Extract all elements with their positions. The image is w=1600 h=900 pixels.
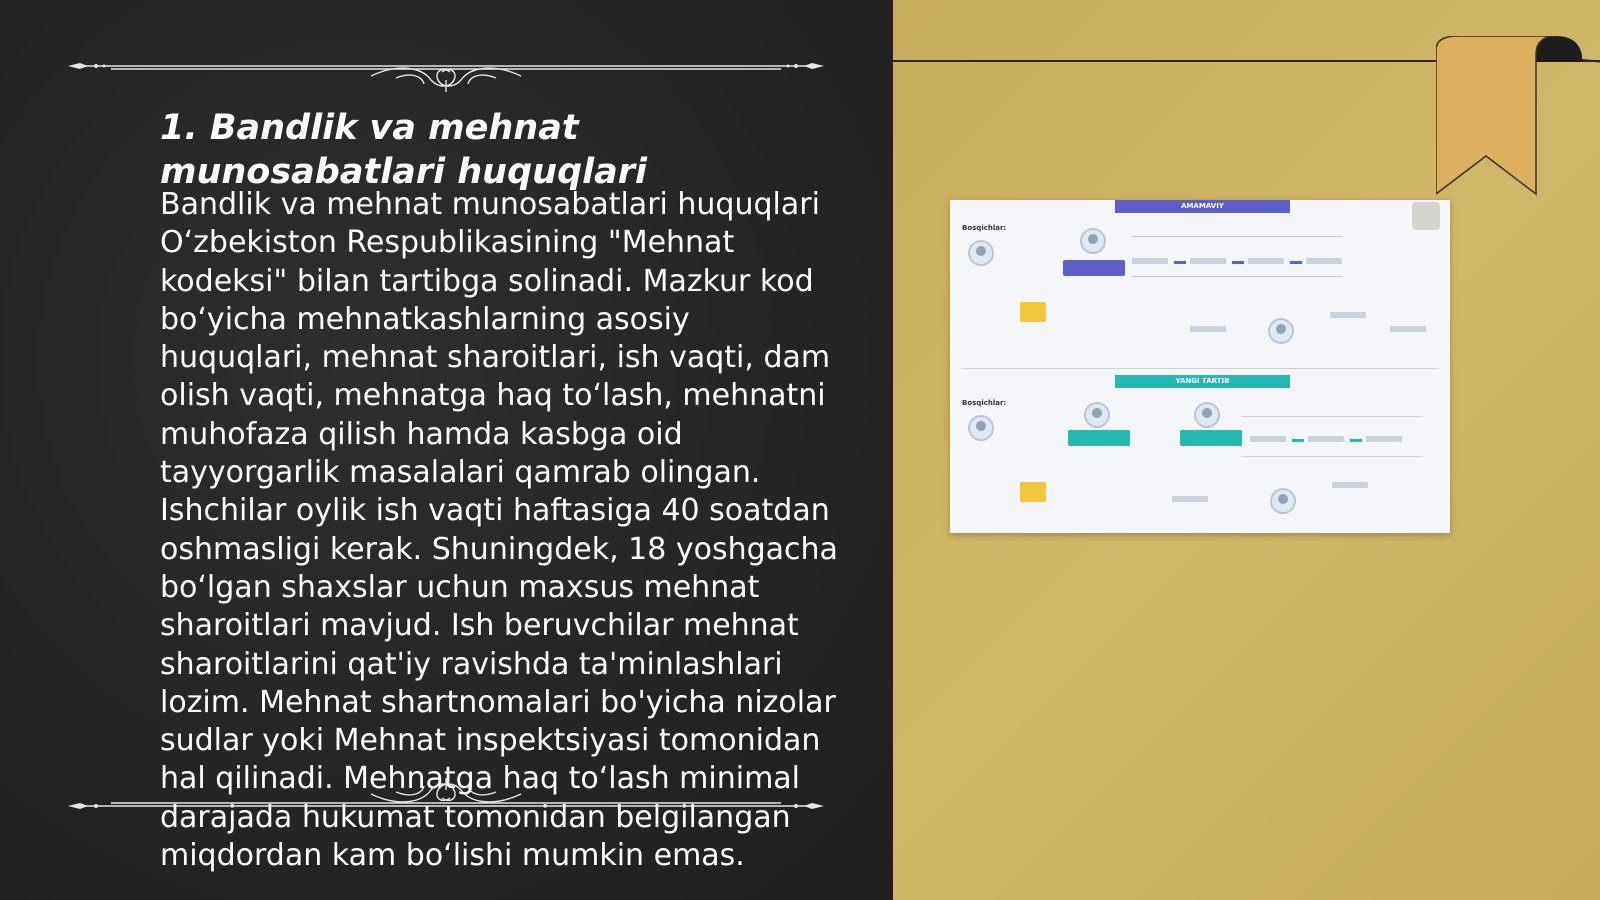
badge-icon — [1412, 202, 1440, 230]
diagram-text-block — [1132, 258, 1168, 264]
diagram-tag — [1180, 430, 1242, 446]
diagram-divider — [962, 368, 1438, 369]
diagram-stage-label: Bosqichlar: — [962, 399, 1007, 407]
diagram-stage-label: Bosqichlar: — [962, 224, 1007, 232]
diagram-banner-old: AMAMAVIY — [1115, 200, 1290, 213]
bookmark-ribbon-icon — [1436, 36, 1600, 196]
diagram-text-block — [1190, 326, 1226, 332]
diagram-banner-new: YANGI TARTIB — [1115, 375, 1290, 388]
diagram-text-block — [1306, 258, 1342, 264]
arrow-icon — [1350, 439, 1362, 442]
diagram-text-block — [1308, 436, 1344, 442]
person-icon — [968, 240, 994, 266]
diagram-line — [1132, 276, 1342, 277]
person-icon — [1080, 228, 1106, 254]
diagram-tag — [1063, 260, 1125, 276]
diagram-line — [1242, 456, 1422, 457]
person-icon — [968, 415, 994, 441]
person-icon — [1194, 402, 1220, 428]
diagram-text-block — [1330, 312, 1366, 318]
process-diagram-image — [950, 200, 1450, 533]
ornament-top-icon — [66, 44, 826, 94]
folder-icon — [1020, 482, 1046, 502]
diagram-tag — [1068, 430, 1130, 446]
arrow-icon — [1290, 261, 1302, 264]
diagram-text-block — [1366, 436, 1402, 442]
arrow-icon — [1292, 439, 1304, 442]
slide-body-text: Bandlik va mehnat munosabatlari huquqlari O‘zbekiston Respublikasining "Mehnat kodeksi" bilan tartibga solinadi. Mazkur kod bo‘yicha mehnatkashlarning asosiy huquqlari, mehnat sharoitlari, ish vaqti, dam olish vaqti, mehnatga haq to‘lash, mehnatni muhofaza qilish hamda kasbga oid tayyorgarlik masalalari qamrab olingan. Ishchilar oylik ish vaqti haftasiga 40 soatdan oshmasligi kerak. Shuningdek, 18 yoshgacha bo‘lgan shaxslar uchun maxsus mehnat sharoitlari mavjud. Ish beruvchilar mehnat sharoitlarini qat'iy ravishda ta'minlashlari lozim. Mehnat shartnomalari bo'yicha nizolar sudlar yoki Mehnat inspektsiyasi tomonidan hal qilinadi. Mehnatga haq to‘lash minimal darajada hukumat tomonidan belgilangan miqdordan kam bo‘lishi mumkin emas. — [160, 187, 838, 874]
diagram-line — [1132, 236, 1342, 237]
person-icon — [1268, 318, 1294, 344]
diagram-text-block — [1332, 482, 1368, 488]
person-icon — [1084, 402, 1110, 428]
slide-title: 1. Bandlik va mehnat munosabatlari huquqlari — [160, 108, 647, 192]
arrow-icon — [1232, 261, 1244, 264]
folder-icon — [1020, 302, 1046, 322]
diagram-text-block — [1172, 496, 1208, 502]
diagram-text-block — [1248, 258, 1284, 264]
diagram-line — [1242, 416, 1422, 417]
diagram-text-block — [1190, 258, 1226, 264]
diagram-text-block — [1390, 326, 1426, 332]
arrow-icon — [1174, 261, 1186, 264]
person-icon — [1270, 488, 1296, 514]
diagram-text-block — [1250, 436, 1286, 442]
